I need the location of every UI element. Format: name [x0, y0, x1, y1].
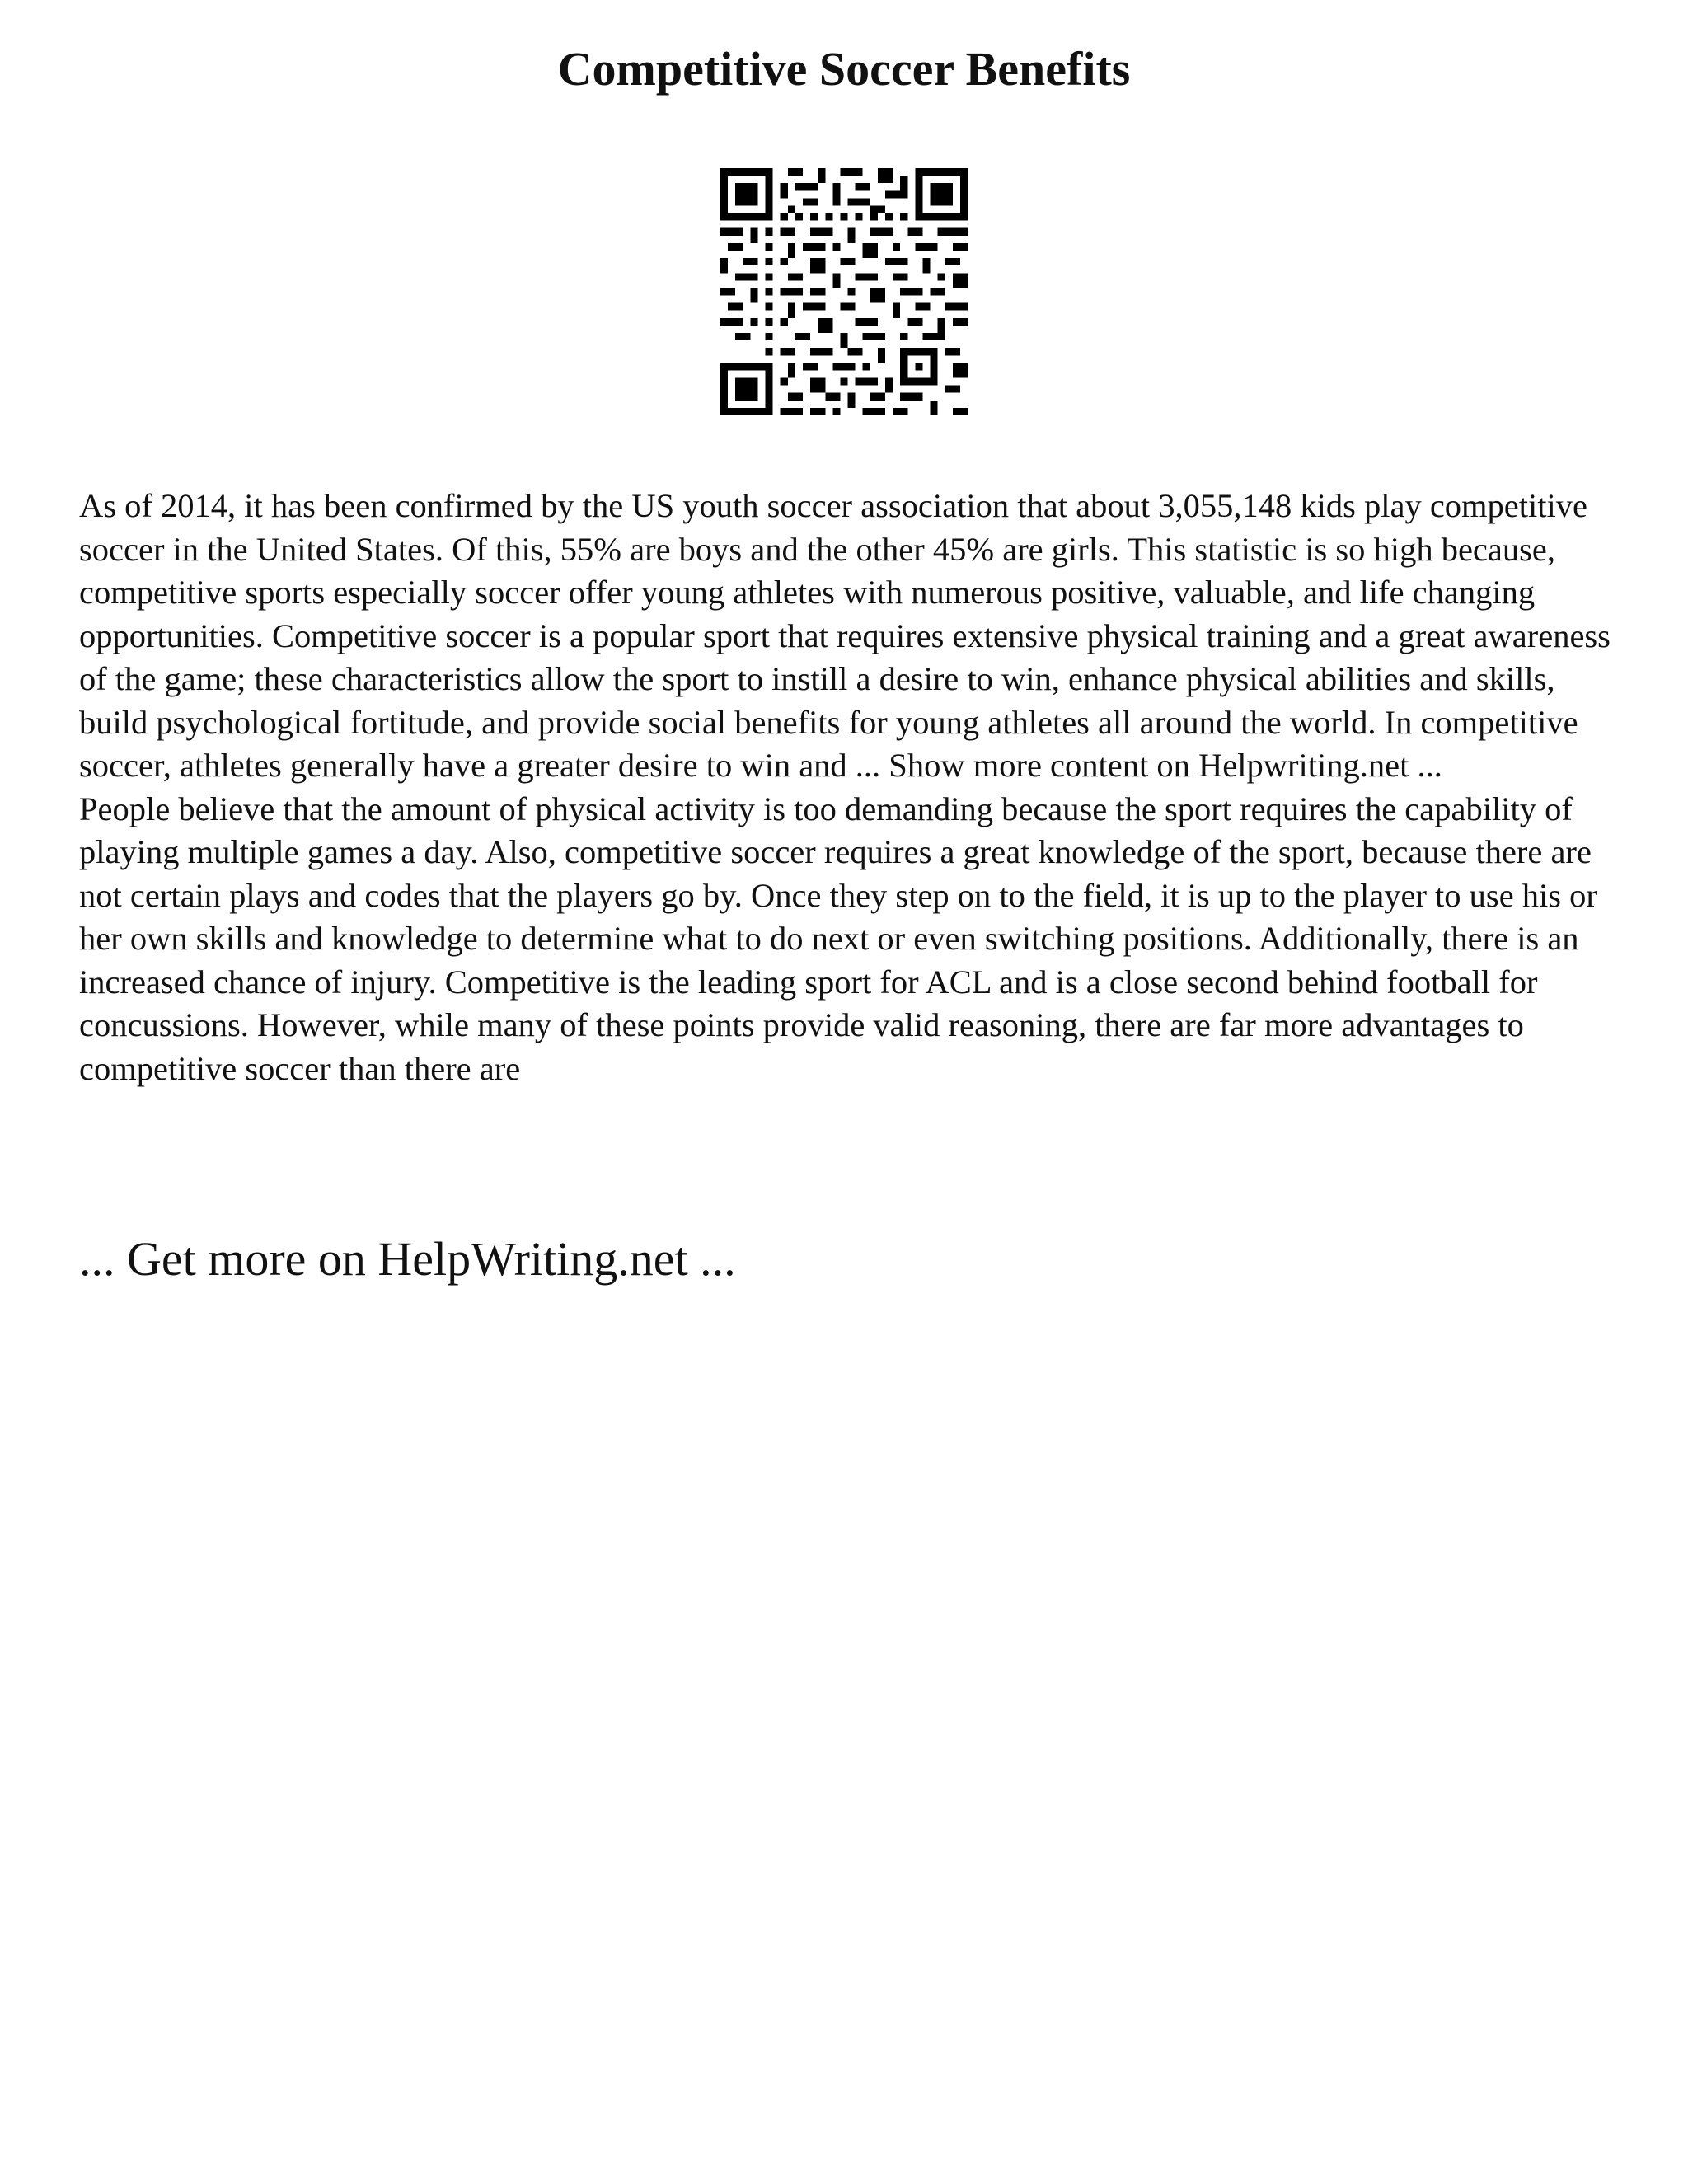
paragraph-counterpoints: People believe that the amount of physical activity is too demanding because the sport requires the capability of playing multiple games a day. Also, competitive soccer requires a great knowledge of the sport, because there are not certain plays and codes that the players go by. Once they step on to the field, it is up to the player to use his or her own skills and knowledge to determine what to do next or even switching positions. Additionally, there is an increased chance of injury. Competitive is the leading sport for ACL and is a close second behind football for concussions. However, while many of these points provide valid reasoning, there are far more advantages to competitive soccer than there are: [79, 790, 1597, 1087]
get-more-link[interactable]: ... Get more on HelpWriting.net ...: [79, 1232, 736, 1286]
paragraph-intro: As of 2014, it has been confirmed by the US youth soccer association that about 3,055,148 kids play competitive soccer in the United States. Of this, 55% are boys and the other 45% are girls. This statistic is so high because, competitive sports especially soccer offer young athletes with numerous positive, valuable, and life changing opportunities. Competitive soccer is a popular sport that requires extensive physical training and a great awareness of the game; these characteristics allow the sport to instill a desire to win, enhance physical abilities and skills, build psychological fortitude, and provide social benefits for young athletes all around the world. In competitive soccer, athletes generally have a greater desire to win and ... Show more content on Helpwriting.net ...: [79, 487, 1611, 784]
body-text: [79, 485, 1620, 1090]
qr-code-icon: [720, 168, 968, 415]
page-title: Competitive Soccer Benefits: [557, 42, 1131, 96]
